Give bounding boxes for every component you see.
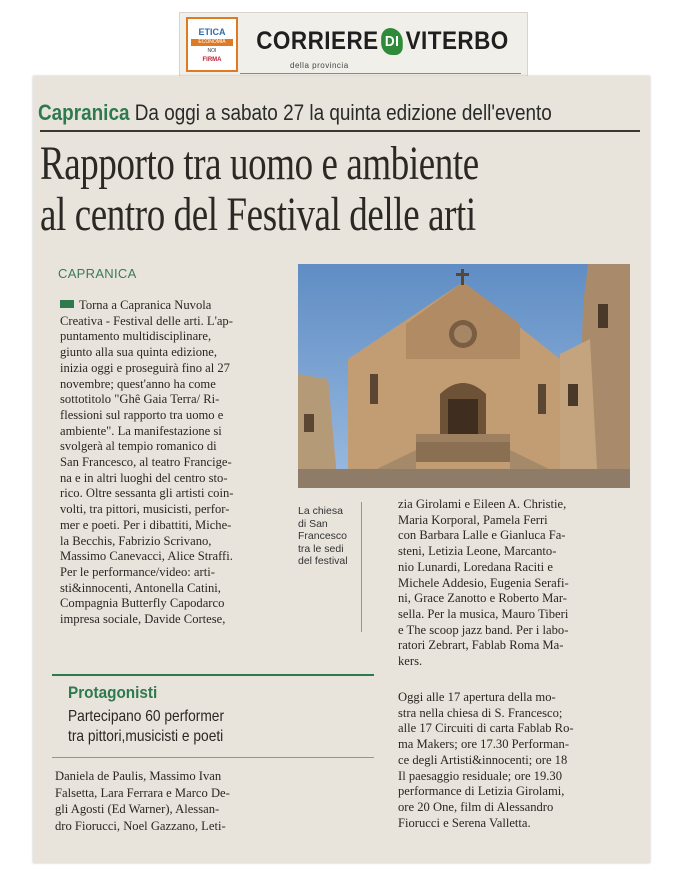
text-line: Massimo Canevacci, Alice Straffi. xyxy=(60,549,233,564)
text-line: performance di Letizia Girolami, xyxy=(398,784,565,799)
title-di-map-icon: DI xyxy=(381,28,403,55)
text-line: con Barbara Lalle e Gianluca Fa- xyxy=(398,528,566,543)
text-line: nio Lunardi, Loredana Raciti e xyxy=(398,559,553,574)
text-line: kers. xyxy=(398,654,423,669)
text-line: dro Fiorucci, Noel Gazzano, Leti- xyxy=(55,818,226,833)
text-line: stra nella chiesa di S. Francesco; xyxy=(398,705,563,720)
badge-line-1: ETICA xyxy=(198,27,226,37)
paragraph-marker-icon xyxy=(60,300,74,308)
article-body-names xyxy=(55,768,281,834)
badge-line-2: ECONOMIA xyxy=(191,39,233,46)
text-line: Maria Korporal, Pamela Ferri xyxy=(398,512,548,527)
article-body-left xyxy=(60,298,286,628)
photo-caption xyxy=(298,505,358,568)
text-line: e The scoop jazz band. Per i labo- xyxy=(398,622,569,637)
text-line: la Becchis, Fabrizio Scrivano, xyxy=(60,533,212,548)
text-line: impresa sociale, Davide Cortese, xyxy=(60,612,226,627)
badge-line-3: NOI xyxy=(207,48,217,54)
caption-line: tra le sedi xyxy=(298,542,344,555)
article-kicker xyxy=(38,100,563,126)
text-line: sti&innocenti, Antonella Catini, xyxy=(60,580,221,595)
caption-line: Francesco xyxy=(298,530,348,542)
kicker-place: Capranica xyxy=(38,100,130,125)
text-line: zia Girolami e Eileen A. Christie, xyxy=(398,497,567,511)
text-line: Compagnia Butterfly Capodarco xyxy=(60,596,225,611)
text-line: mer e poeti. Per i dibattiti, Miche- xyxy=(60,517,232,532)
text-line: Torna a Capranica Nuvola xyxy=(60,298,286,314)
article-headline xyxy=(40,138,533,240)
text-line: ce degli Artisti&innocenti; ore 18 xyxy=(398,752,568,767)
article-body-right xyxy=(398,497,630,670)
text-line: Fiorucci e Serena Valletta. xyxy=(398,815,531,830)
text-line: ni, Grace Zanotto e Roberto Mar- xyxy=(398,591,568,606)
title-right: VITERBO xyxy=(405,26,509,55)
text-line: steni, Letizia Leone, Marcanto- xyxy=(398,544,557,559)
text-line: Il paesaggio residuale; ore 19.30 xyxy=(398,768,563,783)
text-line: volti, tra pittori, musicisti, perfor- xyxy=(60,502,230,517)
headline-line: Rapporto tra uomo e ambiente xyxy=(40,137,479,190)
text-line: rico. Oltre sessanta gli artisti coin- xyxy=(60,486,234,501)
kicker-rule xyxy=(40,130,640,132)
text-line: Michele Addesio, Eugenia Serafi- xyxy=(398,575,569,590)
article-body-schedule xyxy=(398,690,630,831)
box-line: Partecipano 60 performer xyxy=(68,708,225,725)
article-dateline: CAPRANICA xyxy=(58,266,137,281)
text-line: Daniela de Paulis, Massimo Ivan xyxy=(55,769,222,783)
headline-line: al centro del Festival delle arti xyxy=(40,188,476,241)
text-line: ma Makers; ore 17.30 Performan- xyxy=(398,737,570,752)
text-line: giunto alla sua quinta edizione, xyxy=(60,345,218,360)
text-line: sottotitolo "Ghê Gaia Terra/ Ri- xyxy=(60,392,220,407)
text-line: Falsetta, Lara Ferrara e Marco De- xyxy=(55,785,230,800)
title-left: CORRIERE xyxy=(256,26,379,55)
caption-line: di San xyxy=(298,517,328,530)
text-line: ore 20 One, film di Alessandro xyxy=(398,799,554,814)
etica-badge-logo xyxy=(186,17,238,72)
text-line: gli Agosti (Ed Warner), Alessan- xyxy=(55,802,220,816)
text-line: puntamento multidisciplinare, xyxy=(60,329,212,344)
kicker-text: Da oggi a sabato 27 la quinta edizione dell'evento xyxy=(134,100,552,125)
caption-divider xyxy=(361,502,362,632)
text-line: na e in altri luoghi del centro sto- xyxy=(60,470,228,485)
text-line: inizia oggi e proseguirà fino al 27 xyxy=(60,360,230,375)
caption-line: del festival xyxy=(298,555,348,567)
text-line: alle 17 Circuiti di carta Fablab Ro- xyxy=(398,721,574,736)
church-photo xyxy=(298,264,630,488)
text-line: San Francesco, al teatro Francige- xyxy=(60,455,232,470)
text-line: ratori Zebrart, Fablab Roma Ma- xyxy=(398,638,564,653)
church-illustration-icon xyxy=(298,264,630,488)
text-line: Per le performance/video: arti- xyxy=(60,564,215,579)
box-title: Protagonisti xyxy=(68,683,158,702)
text-line: flessioni sul rapporto tra uomo e xyxy=(60,407,224,422)
badge-line-4: FIRMA xyxy=(202,57,222,63)
box-bottom-rule xyxy=(52,757,374,758)
box-top-rule xyxy=(52,674,374,676)
newspaper-title xyxy=(254,19,511,63)
caption-line: La chiesa xyxy=(298,505,343,517)
text-line: svolgerà al tempio romanico di xyxy=(60,439,217,454)
text-line: Oggi alle 17 apertura della mo- xyxy=(398,690,556,704)
box-body xyxy=(68,707,352,747)
text-line: novembre; quest'anno ha come xyxy=(60,376,216,391)
text-line: sella. Per la musica, Mauro Tiberi xyxy=(398,606,569,621)
newspaper-subtitle: della provincia xyxy=(290,61,349,70)
text-line: ambiente". La manifestazione si xyxy=(60,423,222,438)
text-line: Creativa - Festival delle arti. L'ap- xyxy=(60,313,233,328)
newspaper-masthead xyxy=(179,12,528,84)
box-line: tra pittori,musicisti e poeti xyxy=(68,728,224,745)
